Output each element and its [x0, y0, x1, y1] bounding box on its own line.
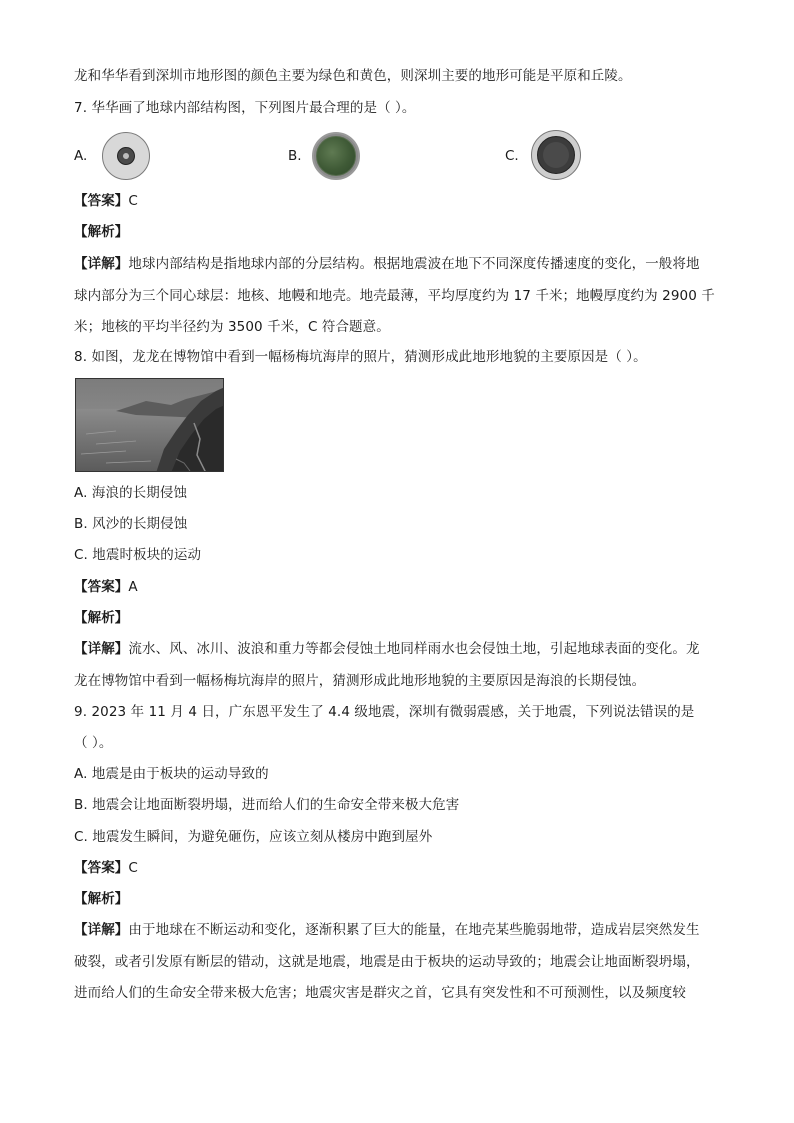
q8-detail-line-1: [74, 639, 724, 659]
detail-tag: 【详解】: [74, 256, 129, 272]
q9-option-a: A. 地震是由于板块的运动导致的: [74, 766, 269, 782]
q7-detail-line-2: 球内部分为三个同心球层：地核、地幔和地壳。地壳最薄，平均厚度约为 17 千米；地幔厚度约为 2900 千: [74, 288, 715, 304]
q7-answer-value: C: [128, 193, 138, 209]
q9-answer-value: C: [128, 860, 138, 876]
q7-option-a-label: A.: [74, 148, 88, 164]
q7-option-b: [288, 128, 378, 184]
earth-diagram-a-icon: [102, 132, 150, 180]
answer-tag: 【答案】: [74, 860, 129, 876]
detail-text: 流水、风、冰川、波浪和重力等都会侵蚀土地同样雨水也会侵蚀土地，引起地球表面的变化。龙: [128, 641, 700, 657]
question-7: 7. 华华画了地球内部结构图，下列图片最合理的是（ ）。: [74, 100, 416, 116]
q9-option-c: C. 地震发生瞬间，为避免砸伤，应该立刻从楼房中跑到屋外: [74, 829, 433, 845]
answer-tag: 【答案】: [74, 579, 129, 595]
q8-answer-line: [74, 577, 724, 597]
q9-detail-line-3: 进而给人们的生命安全带来极大危害；地震灾害是群灾之首，它具有突发性和不可预测性，以及频度较: [74, 985, 686, 1001]
q8-answer-value: A: [128, 579, 138, 595]
q9-answer-line: [74, 858, 724, 878]
q7-options: [0, 128, 794, 184]
earth-diagram-b-icon: [312, 132, 360, 180]
q8-option-c: C. 地震时板块的运动: [74, 547, 202, 563]
question-9-line-2: （ ）。: [74, 735, 113, 751]
q7-detail-line-1: [74, 254, 724, 274]
q8-detail-line-2: 龙在博物馆中看到一幅杨梅坑海岸的照片，猜测形成此地形地貌的主要原因是海浪的长期侵蚀。: [74, 673, 646, 689]
q9-analysis-tag: 【解析】: [74, 891, 129, 907]
detail-text: 由于地球在不断运动和变化，逐渐积累了巨大的能量，在地壳某些脆弱地带，造成岩层突然发生: [128, 922, 700, 938]
q8-option-b: B. 风沙的长期侵蚀: [74, 516, 188, 532]
q7-analysis-tag: 【解析】: [74, 224, 129, 240]
q9-detail-line-1: [74, 920, 724, 940]
coast-photo: [75, 378, 224, 472]
q7-option-c: [505, 128, 595, 184]
q9-detail-line-2: 破裂，或者引发原有断层的错动，这就是地震，地震是由于板块的运动导致的；地震会让地面断裂坍塌，: [74, 954, 700, 970]
q7-option-a: [74, 128, 164, 184]
detail-tag: 【详解】: [74, 641, 129, 657]
q8-option-a: A. 海浪的长期侵蚀: [74, 485, 188, 501]
detail-tag: 【详解】: [74, 922, 129, 938]
text-line: 龙和华华看到深圳市地形图的颜色主要为绿色和黄色，则深圳主要的地形可能是平原和丘陵。: [74, 68, 632, 84]
q7-option-b-label: B.: [288, 148, 302, 164]
q8-analysis-tag: 【解析】: [74, 610, 129, 626]
detail-text: 地球内部结构是指地球内部的分层结构。根据地震波在地下不同深度传播速度的变化，一般将地: [128, 256, 700, 272]
question-9-line-1: 9. 2023 年 11 月 4 日，广东恩平发生了 4.4 级地震，深圳有微弱震感，关于地震，下列说法错误的是: [74, 704, 695, 720]
q7-answer-line: [74, 191, 724, 211]
answer-tag: 【答案】: [74, 193, 129, 209]
q7-detail-line-3: 米；地核的平均半径约为 3500 千米，C 符合题意。: [74, 319, 390, 335]
q9-option-b: B. 地震会让地面断裂坍塌，进而给人们的生命安全带来极大危害: [74, 797, 460, 813]
q7-option-c-label: C.: [505, 148, 519, 164]
earth-diagram-c-icon: [531, 130, 581, 180]
question-8: 8. 如图，龙龙在博物馆中看到一幅杨梅坑海岸的照片，猜测形成此地形地貌的主要原因是（ ）。: [74, 349, 647, 365]
